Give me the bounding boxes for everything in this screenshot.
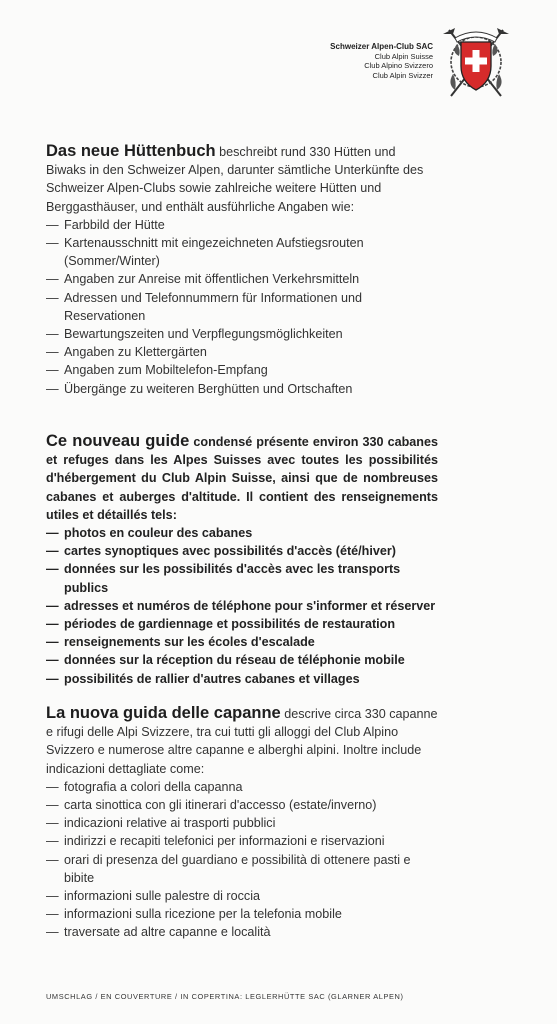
list-item-text: Bewartungszeiten und Verpflegungsmöglichkeiten — [64, 327, 343, 342]
list-item-text: Angaben zu Klettergärten — [64, 345, 207, 360]
list-item — [46, 615, 438, 633]
section-italian — [46, 704, 438, 942]
list-item-text: indicazioni relative ai trasporti pubblici — [64, 816, 276, 831]
list-item — [46, 778, 438, 796]
lead-title-fr: Ce nouveau guide — [46, 432, 190, 450]
list-item — [46, 524, 438, 542]
list-item-text: adresses et numéros de téléphone pour s'informer et réserver — [64, 598, 436, 613]
intro-paragraph-it — [46, 704, 438, 778]
list-item — [46, 542, 438, 560]
list-item — [46, 651, 438, 669]
dash-bullet: — — [46, 816, 59, 831]
list-item — [46, 796, 438, 814]
section-german — [46, 142, 438, 398]
list-item — [46, 234, 438, 270]
intro-paragraph-fr — [46, 432, 438, 524]
list-item-text: fotografia a colori della capanna — [64, 779, 243, 794]
list-item-text: informazioni sulla ricezione per la telefonia mobile — [64, 907, 342, 922]
intro-paragraph-de — [46, 142, 438, 216]
list-item-text: périodes de gardiennage et possibilités de restauration — [64, 617, 396, 632]
list-item — [46, 289, 438, 325]
section-french — [46, 432, 438, 688]
org-name-fr: Club Alpin Suisse — [374, 51, 433, 61]
dash-bullet: — — [46, 598, 59, 613]
list-item — [46, 832, 438, 850]
dash-bullet: — — [46, 852, 59, 867]
dash-bullet: — — [46, 345, 59, 360]
list-item — [46, 216, 438, 234]
feature-list-it — [46, 778, 438, 942]
dash-bullet: — — [46, 236, 59, 251]
list-item — [46, 670, 438, 688]
dash-bullet: — — [46, 907, 59, 922]
dash-bullet: — — [46, 798, 59, 813]
list-item — [46, 905, 438, 923]
dash-bullet: — — [46, 617, 59, 632]
dash-bullet: — — [46, 327, 59, 342]
dash-bullet: — — [46, 217, 59, 232]
dash-bullet: — — [46, 363, 59, 378]
list-item — [46, 851, 438, 887]
dash-bullet: — — [46, 925, 59, 940]
list-item — [46, 343, 438, 361]
dash-bullet: — — [46, 290, 59, 305]
list-item-text: Farbbild der Hütte — [64, 217, 165, 232]
lead-title-it: La nuova guida delle capanne — [46, 704, 281, 722]
list-item — [46, 380, 438, 398]
list-item-text: données sur la réception du réseau de téléphonie mobile — [64, 653, 405, 668]
dash-bullet: — — [46, 526, 59, 541]
list-item-text: cartes synoptiques avec possibilités d'accès (été/hiver) — [64, 544, 396, 559]
list-item — [46, 814, 438, 832]
feature-list-fr — [46, 524, 438, 688]
dash-bullet: — — [46, 544, 59, 559]
intro-text-fr: condensé présente environ 330 cabanes et refuges dans les Alpes Suisses avec toutes les possibilités d'hébergement du Club Alpin Suisse, ainsi que de nombreuses cabanes et auberges d'altitude. Il contient des renseignements utiles et détaillés tels: — [46, 435, 438, 522]
list-item-text: Adressen und Telefonnummern für Informationen und Reservationen — [64, 290, 363, 323]
org-name-rm: Club Alpin Svizzer — [372, 70, 433, 80]
list-item — [46, 633, 438, 651]
feature-list-de — [46, 216, 438, 398]
cover-caption: UMSCHLAG / EN COUVERTURE / IN COPERTINA: LEGLERHÜTTE SAC (GLARNER ALPEN) — [46, 992, 404, 1001]
dash-bullet: — — [46, 834, 59, 849]
dash-bullet: — — [46, 381, 59, 396]
list-item-text: carta sinottica con gli itinerari d'accesso (estate/inverno) — [64, 798, 377, 813]
list-item — [46, 325, 438, 343]
list-item-text: orari di presenza del guardiano e possibilità di ottenere pasti e bibite — [64, 852, 411, 885]
dash-bullet: — — [46, 779, 59, 794]
org-name-it: Club Alpino Svizzero — [364, 61, 433, 71]
list-item — [46, 361, 438, 379]
dash-bullet: — — [46, 635, 59, 650]
list-item-text: indirizzi e recapiti telefonici per informazioni e riservazioni — [64, 834, 385, 849]
list-item — [46, 923, 438, 941]
list-item-text: données sur les possibilités d'accès avec les transports publics — [64, 562, 401, 595]
list-item — [46, 597, 438, 615]
organization-header — [330, 42, 433, 80]
list-item — [46, 560, 438, 596]
list-item — [46, 270, 438, 288]
intro-text-de: beschreibt rund 330 Hütten und Biwaks in den Schweizer Alpen, darunter sämtliche Unterkünfte des Schweizer Alpen-Clubs sowie zahlreiche weitere Hütten und Berggasthäuser, und enthält ausführliche Angaben wie: — [46, 145, 424, 214]
dash-bullet: — — [46, 653, 59, 668]
list-item-text: Angaben zum Mobiltelefon-Empfang — [64, 363, 268, 378]
org-name-de: Schweizer Alpen-Club SAC — [330, 42, 433, 51]
list-item-text: Angaben zur Anreise mit öffentlichen Verkehrsmitteln — [64, 272, 360, 287]
list-item-text: renseignements sur les écoles d'escalade — [64, 635, 315, 650]
dash-bullet: — — [46, 889, 59, 904]
intro-text-it: descrive circa 330 capanne e rifugi delle Alpi Svizzere, tra cui tutti gli alloggi del Club Alpino Svizzero e numerose altre capanne e alberghi alpini. Inoltre include indicazioni dettagliate come: — [46, 707, 438, 776]
dash-bullet: — — [46, 671, 59, 686]
dash-bullet: — — [46, 562, 59, 577]
list-item-text: photos en couleur des cabanes — [64, 526, 253, 541]
sac-coat-of-arms-icon — [441, 24, 511, 106]
list-item-text: Übergänge zu weiteren Berghütten und Ortschaften — [64, 381, 353, 396]
list-item-text: Kartenausschnitt mit eingezeichneten Aufstiegsrouten (Sommer/Winter) — [64, 236, 364, 269]
lead-title-de: Das neue Hüttenbuch — [46, 142, 216, 160]
list-item-text: traversate ad altre capanne e località — [64, 925, 271, 940]
dash-bullet: — — [46, 272, 59, 287]
list-item — [46, 887, 438, 905]
list-item-text: possibilités de rallier d'autres cabanes et villages — [64, 671, 360, 686]
list-item-text: informazioni sulle palestre di roccia — [64, 889, 260, 904]
